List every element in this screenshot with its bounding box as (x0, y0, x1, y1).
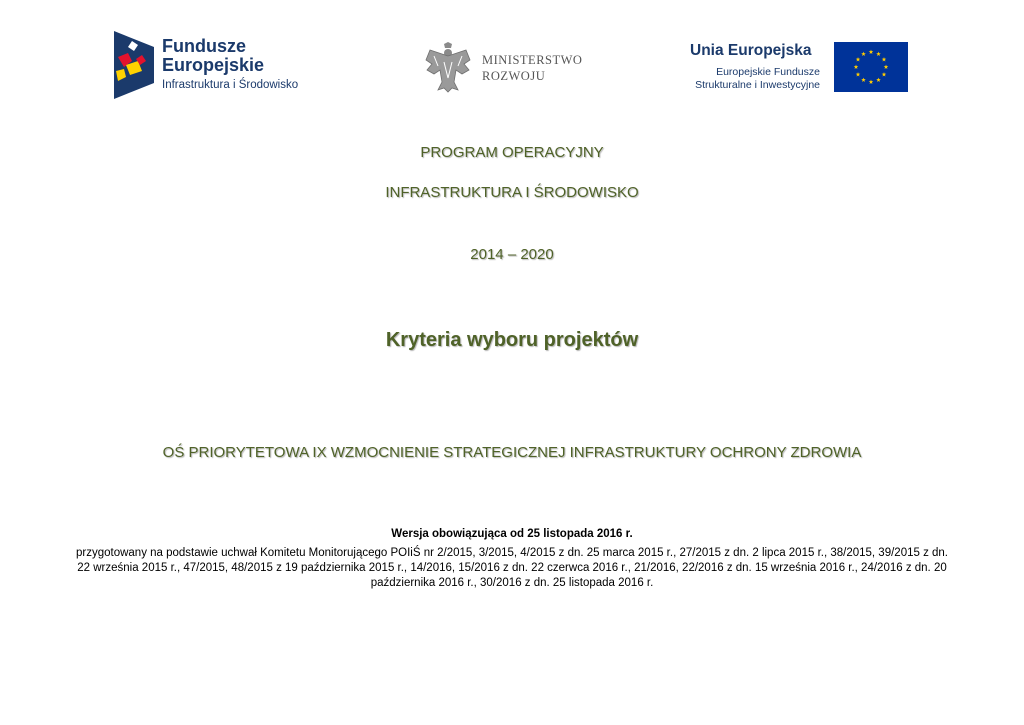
infrastructure-heading: INFRASTRUKTURA I ŚRODOWISKO (385, 184, 639, 201)
unia-sub-line1: Europejskie Fundusze (716, 66, 820, 78)
fundusze-subtitle: Infrastruktura i Środowisko (162, 79, 299, 91)
years-heading: 2014 – 2020 (470, 246, 554, 263)
priority-axis-heading: OŚ PRIORYTETOWA IX WZMOCNIENIE STRATEGICZNEJ INFRASTRUKTURY OCHRONY ZDROWIA (162, 444, 862, 461)
unia-sub-line2: Strukturalne i Inwestycyjne (695, 79, 820, 91)
ministerstwo-rozwoju-logo (424, 42, 594, 96)
fundusze-europejskie-logo (114, 31, 334, 99)
program-heading: PROGRAM OPERACYJNY (420, 144, 604, 161)
polish-eagle-icon (424, 42, 472, 94)
unia-title: Unia Europejska (690, 42, 812, 59)
fundusze-line1: Fundusze (162, 36, 246, 56)
document-title: Kryteria wyboru projektów (385, 329, 639, 351)
eu-flag-icon (834, 42, 908, 92)
unia-europejska-logo (690, 42, 912, 96)
fundusze-line2: Europejskie (162, 55, 265, 75)
ministerstwo-line1: MINISTERSTWO (482, 53, 583, 67)
prepared-note: przygotowany na podstawie uchwał Komitetu Monitorującego POIiŚ nr 2/2015, 3/2015, 4/2015 z dn. 25 marca 2015 r., 27/2015 z dn. 2 lipca 2015 r., 38/2015, 39/2015 z dn. 22 września 2015 r., 47/2015, 48/2015 z 19 października 2015 r., 14/2016, 15/2016 z dn. 22 czerwca 2016 r., 21/2016, 22/2016 z dn. 15 września 2016 r., 24/2016 z dn. 20 października 2016 r., 30/2016 z dn. 25 listopada 2016 r. (75, 547, 949, 589)
fundusze-europejskie-emblem-icon (114, 31, 154, 99)
fundusze-title (162, 37, 264, 75)
version-line: Wersja obowiązująca od 25 listopada 2016 r. (391, 528, 633, 540)
logo-bar (0, 0, 1024, 110)
unia-subtitle (695, 66, 820, 92)
ministerstwo-line2: ROZWOJU (482, 69, 546, 83)
ministerstwo-text (482, 52, 582, 84)
